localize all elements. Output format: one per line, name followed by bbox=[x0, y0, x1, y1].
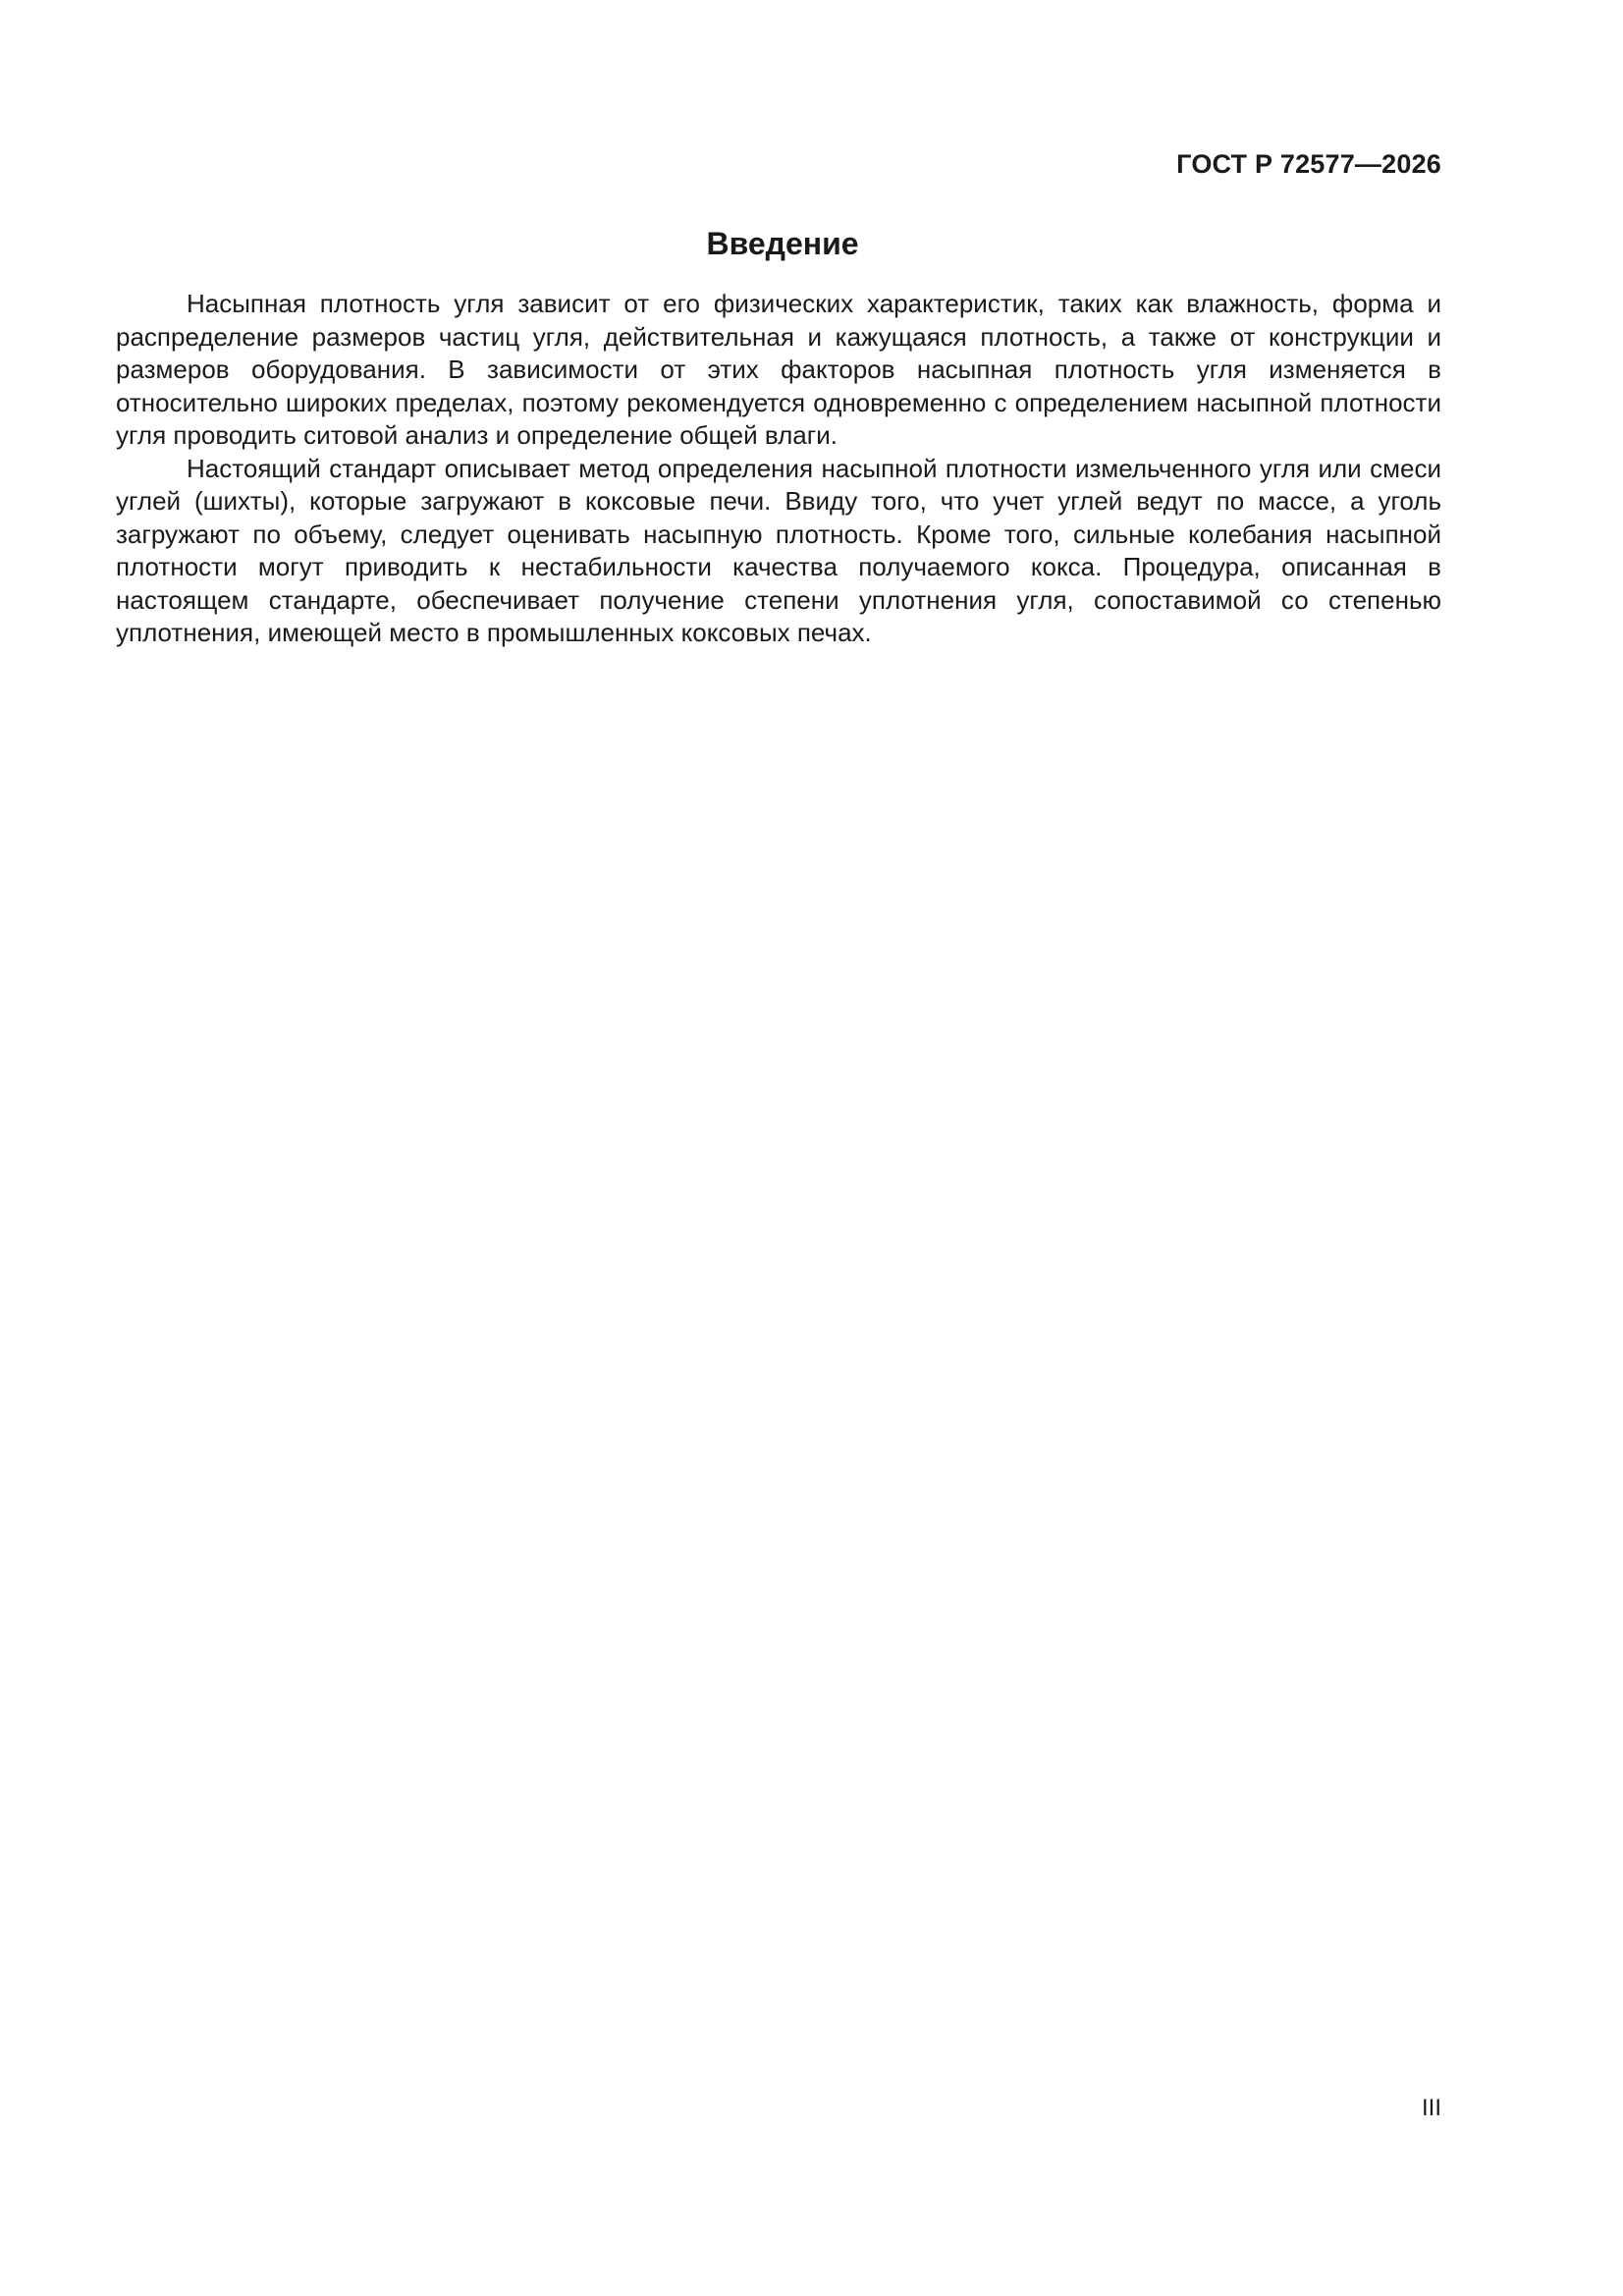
paragraph: Настоящий стандарт описывает метод определения насыпной плотности измельченного угля или смеси углей (шихты), которые загружают в коксовые печи. Ввиду того, что учет углей ведут по массе, а уголь загружают по объему, следует оценивать насыпную плотность. Кроме того, сильные колебания насыпной плотности могут приводить к нестабильности качества получаемого кокса. Процедура, описанная в настоящем стандарте, обеспечивает получение степени уплотнения угля, сопоставимой со степенью уплотнения, имеющей место в промышленных коксовых печах. bbox=[116, 453, 1441, 647]
body-text bbox=[116, 288, 1441, 650]
page-number: III bbox=[1421, 2095, 1441, 2121]
standard-code: ГОСТ Р 72577—2026 bbox=[1176, 149, 1441, 179]
paragraph: Насыпная плотность угля зависит от его физических характеристик, таких как влажность, форма и распределение размеров частиц угля, действительная и кажущаяся плотность, а также от конструкции и размеров оборудования. В зависимости от этих факторов насыпная плотность угля изменяется в относительно широких пределах, поэтому рекомендуется одновременно с определением насыпной плотности угля проводить ситовой анализ и определение общей влаги. bbox=[116, 289, 1441, 450]
section-title: Введение bbox=[706, 226, 859, 261]
